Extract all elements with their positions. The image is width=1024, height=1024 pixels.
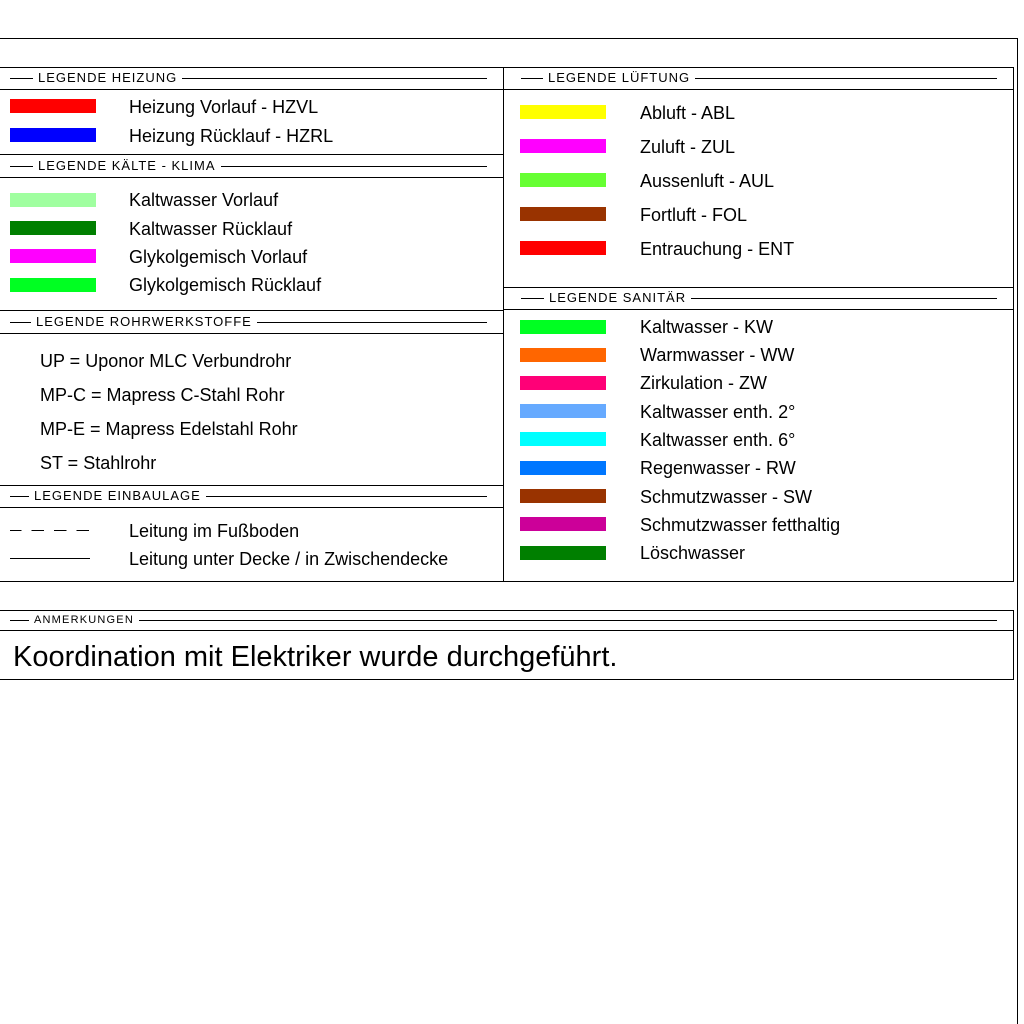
rohr-top-line bbox=[0, 310, 503, 311]
kaelte-top-line bbox=[0, 154, 503, 155]
label-glykol-ruecklauf: Glykolgemisch Rücklauf bbox=[129, 275, 322, 295]
swatch-heizung-vorlauf bbox=[10, 99, 96, 113]
line-sample-solid bbox=[10, 558, 90, 559]
einbau-title: LEGENDE EINBAULAGE bbox=[29, 489, 206, 503]
rohr-item-mpe: MP-E = Mapress Edelstahl Rohr bbox=[40, 419, 298, 439]
label-aussenluft: Aussenluft - AUL bbox=[640, 171, 775, 191]
swatch-kaltwasser-6 bbox=[520, 432, 606, 446]
swatch-glykol-ruecklauf bbox=[10, 278, 96, 292]
swatch-kaltwasser-ruecklauf bbox=[10, 221, 96, 235]
line-sample-dashed bbox=[10, 530, 90, 531]
label-heizung-vorlauf: Heizung Vorlauf - HZVL bbox=[129, 97, 319, 117]
swatch-kaltwasser-2 bbox=[520, 404, 606, 418]
notes-top-border bbox=[0, 610, 1014, 611]
swatch-loeschwasser bbox=[520, 546, 606, 560]
rohr-header-line bbox=[0, 333, 503, 334]
label-leitung-fussboden: Leitung im Fußboden bbox=[129, 521, 300, 541]
swatch-schmutzwasser-fetthaltig bbox=[520, 517, 606, 531]
table-top-border bbox=[0, 67, 1014, 68]
rohr-item-mpc: MP-C = Mapress C-Stahl Rohr bbox=[40, 385, 285, 405]
heizung-header-line bbox=[0, 89, 503, 90]
swatch-glykol-vorlauf bbox=[10, 249, 96, 263]
label-regenwasser: Regenwasser - RW bbox=[640, 458, 796, 478]
swatch-entrauchung bbox=[520, 241, 606, 255]
label-loeschwasser: Löschwasser bbox=[640, 543, 746, 563]
swatch-regenwasser bbox=[520, 461, 606, 475]
swatch-warmwasser bbox=[520, 348, 606, 362]
label-abluft: Abluft - ABL bbox=[640, 103, 736, 123]
swatch-kaltwasser-vorlauf bbox=[10, 193, 96, 207]
notes-title: ANMERKUNGEN bbox=[29, 613, 139, 627]
label-kaltwasser-ruecklauf: Kaltwasser Rücklauf bbox=[129, 219, 293, 239]
swatch-zirkulation bbox=[520, 376, 606, 390]
sanitaer-top-line bbox=[503, 287, 1014, 288]
label-glykol-vorlauf: Glykolgemisch Vorlauf bbox=[129, 247, 308, 267]
label-zuluft: Zuluft - ZUL bbox=[640, 137, 736, 157]
sanitaer-header-line bbox=[503, 309, 1014, 310]
swatch-fortluft bbox=[520, 207, 606, 221]
swatch-schmutzwasser bbox=[520, 489, 606, 503]
einbau-header-line bbox=[0, 507, 503, 508]
label-fortluft: Fortluft - FOL bbox=[640, 205, 748, 225]
swatch-kaltwasser-kw bbox=[520, 320, 606, 334]
label-kaltwasser-2: Kaltwasser enth. 2° bbox=[640, 402, 796, 422]
sanitaer-title: LEGENDE SANITÄR bbox=[544, 291, 691, 305]
swatch-abluft bbox=[520, 105, 606, 119]
table-bottom-border bbox=[0, 581, 1014, 582]
einbau-top-line bbox=[0, 485, 503, 486]
notes-right-border bbox=[1013, 610, 1014, 680]
label-warmwasser: Warmwasser - WW bbox=[640, 345, 795, 365]
table-column-divider bbox=[503, 67, 504, 581]
notes-text: Koordination mit Elektriker wurde durchgeführt. bbox=[13, 641, 618, 673]
swatch-aussenluft bbox=[520, 173, 606, 187]
notes-header-line bbox=[0, 630, 1014, 631]
table-right-border bbox=[1013, 67, 1014, 581]
heizung-title: LEGENDE HEIZUNG bbox=[33, 71, 182, 85]
swatch-heizung-ruecklauf bbox=[10, 128, 96, 142]
label-heizung-ruecklauf: Heizung Rücklauf - HZRL bbox=[129, 126, 334, 146]
label-kaltwasser-vorlauf: Kaltwasser Vorlauf bbox=[129, 190, 279, 210]
rohr-item-up: UP = Uponor MLC Verbundrohr bbox=[40, 351, 292, 371]
rohr-item-st: ST = Stahlrohr bbox=[40, 453, 157, 473]
lueftung-header-line bbox=[503, 89, 1014, 90]
notes-title-rule bbox=[10, 620, 997, 621]
label-leitung-decke: Leitung unter Decke / in Zwischendecke bbox=[129, 549, 449, 569]
label-kaltwasser-6: Kaltwasser enth. 6° bbox=[640, 430, 796, 450]
notes-bottom-border bbox=[0, 679, 1014, 680]
label-kaltwasser-kw: Kaltwasser - KW bbox=[640, 317, 774, 337]
lueftung-title: LEGENDE LÜFTUNG bbox=[543, 71, 695, 85]
kaelte-title: LEGENDE KÄLTE - KLIMA bbox=[33, 159, 221, 173]
rohr-title: LEGENDE ROHRWERKSTOFFE bbox=[31, 315, 257, 329]
kaelte-header-line bbox=[0, 177, 503, 178]
label-zirkulation: Zirkulation - ZW bbox=[640, 373, 768, 393]
swatch-zuluft bbox=[520, 139, 606, 153]
label-schmutzwasser-fetthaltig: Schmutzwasser fetthaltig bbox=[640, 515, 841, 535]
label-schmutzwasser: Schmutzwasser - SW bbox=[640, 487, 813, 507]
label-entrauchung: Entrauchung - ENT bbox=[640, 239, 795, 259]
